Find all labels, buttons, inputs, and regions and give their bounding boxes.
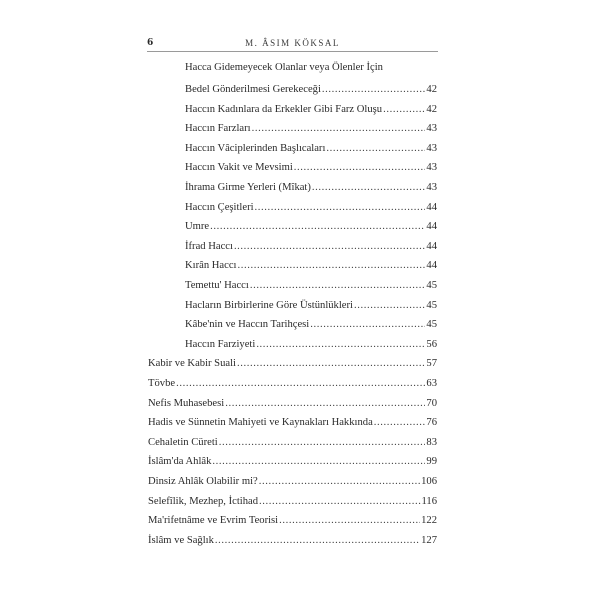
toc-entry xyxy=(185,258,437,274)
toc-entry xyxy=(148,435,437,451)
toc-entry-title: Haccın Vâciplerinden Başlıcaları xyxy=(185,142,326,154)
toc-entry-page: 44 xyxy=(426,221,437,233)
toc-entry xyxy=(148,533,437,549)
toc-entry-title: İfrad Haccı xyxy=(185,240,233,252)
dot-leader xyxy=(219,435,426,451)
toc-entry-title: Haccın Farzları xyxy=(185,123,251,135)
toc-entry xyxy=(185,102,437,118)
toc-continuation-line xyxy=(185,60,437,76)
dot-leader xyxy=(252,121,426,137)
toc-entry-page: 57 xyxy=(426,358,437,370)
toc-entry xyxy=(185,298,437,314)
toc-entry xyxy=(185,317,437,333)
dot-leader xyxy=(326,141,425,157)
dot-leader xyxy=(374,415,426,431)
dot-leader xyxy=(234,239,425,255)
toc-entry xyxy=(185,219,437,235)
page-number: 6 xyxy=(147,38,154,48)
toc-entry-title: Dinsiz Ahlâk Olabilir mi? xyxy=(148,476,258,487)
toc-entry-title: Kâbe'nin ve Haccın Tarihçesi xyxy=(185,319,310,331)
toc-entry-page: 63 xyxy=(426,378,437,389)
dot-leader xyxy=(383,102,425,118)
dot-leader xyxy=(250,278,426,294)
toc-entry-page: 127 xyxy=(421,534,437,546)
dot-leader xyxy=(225,396,425,412)
toc-entry-page: 83 xyxy=(426,436,437,448)
toc-entry-title: Umre xyxy=(185,221,210,233)
toc-entry xyxy=(185,200,437,216)
toc-entry-page: 43 xyxy=(426,162,437,174)
toc-entry-page: 56 xyxy=(426,338,437,350)
toc-entry xyxy=(148,356,437,372)
dot-leader xyxy=(215,533,420,549)
toc-entry-page: 44 xyxy=(426,201,437,213)
dot-leader xyxy=(259,474,420,490)
dot-leader xyxy=(312,180,425,196)
toc-entry-title: Ma'rifetnâme ve Evrim Teorisi xyxy=(148,515,279,527)
toc-entry-page: 42 xyxy=(426,84,437,95)
toc-entry-page: 43 xyxy=(426,123,437,135)
toc-entry-title: Nefis Muhasebesi xyxy=(148,397,225,409)
toc-entry xyxy=(148,415,437,431)
toc-entry-page: 106 xyxy=(421,476,437,487)
toc-entry-title: Hacların Birbirlerine Göre Üstünlükleri xyxy=(185,299,353,311)
toc-entry-page: 43 xyxy=(426,142,437,154)
toc-entry-title: Hadis ve Sünnetin Mahiyeti ve Kaynakları Hakkında xyxy=(148,417,373,429)
toc-entry xyxy=(185,180,437,196)
toc-entry-page: 45 xyxy=(426,299,437,311)
toc-entry xyxy=(148,474,437,490)
toc-entry-page: 44 xyxy=(426,240,437,252)
toc-entry xyxy=(148,494,437,510)
dot-leader xyxy=(237,356,425,372)
toc-entry xyxy=(185,239,437,255)
dot-leader xyxy=(322,82,426,98)
toc-entry-title: Bedel Gönderilmesi Gerekeceği xyxy=(185,84,321,95)
toc-entry-page: 43 xyxy=(426,182,437,193)
dot-leader xyxy=(237,258,425,274)
toc-entry xyxy=(148,454,437,470)
toc-entry-title: Haccın Çeşitleri xyxy=(185,201,254,213)
toc-entry-page: 122 xyxy=(421,515,437,527)
dot-leader xyxy=(259,494,420,510)
toc-entry-title: Tövbe xyxy=(148,378,176,389)
dot-leader xyxy=(212,454,425,470)
toc-entry-title: Haccın Vakit ve Mevsimi xyxy=(185,162,293,174)
dot-leader xyxy=(354,298,425,314)
toc-entry-page: 44 xyxy=(426,260,437,272)
dot-leader xyxy=(279,513,420,529)
toc-entry-page: 116 xyxy=(421,495,437,507)
toc-entry-title: Temettu' Haccı xyxy=(185,280,249,291)
dot-leader xyxy=(256,337,425,353)
toc-entry xyxy=(148,396,437,412)
toc-entry-title: İhrama Girme Yerleri (Mîkat) xyxy=(185,182,311,193)
toc-entry xyxy=(185,337,437,353)
toc-entry-title: Hacca Gidemeyecek Olanlar veya Ölenler İçin xyxy=(185,62,383,73)
toc-entry-title: Kabir ve Kabir Suali xyxy=(148,358,236,370)
toc-entry-title: İslâm'da Ahlâk xyxy=(148,456,212,468)
dot-leader xyxy=(176,376,425,392)
toc-entry xyxy=(185,141,437,157)
toc-entry-title: Selefîlik, Mezhep, İctihad xyxy=(148,495,259,507)
dot-leader xyxy=(310,317,425,333)
toc-entry-title: Kırân Haccı xyxy=(185,260,237,272)
toc-entry-title: Haccın Kadınlara da Erkekler Gibi Farz Oluşu xyxy=(185,103,383,115)
toc-entry xyxy=(185,121,437,137)
toc-entry xyxy=(185,278,437,294)
toc-entry-title: İslâm ve Sağlık xyxy=(148,534,214,546)
running-title: M. ÂSIM KÖKSAL xyxy=(245,38,340,48)
toc-entry-page: 42 xyxy=(426,103,437,115)
dot-leader xyxy=(255,200,426,216)
toc-entry-page: 70 xyxy=(426,397,437,409)
toc-entry xyxy=(148,376,437,392)
toc-entry-page: 45 xyxy=(426,280,437,291)
toc-entry xyxy=(185,82,437,98)
toc-entry-title: Haccın Farziyeti xyxy=(185,338,256,350)
toc-entry-page: 99 xyxy=(426,456,437,468)
dot-leader xyxy=(294,160,426,176)
toc-entry-page: 76 xyxy=(426,417,437,429)
toc-entry xyxy=(148,513,437,529)
toc-entry-title: Cehaletin Cüreti xyxy=(148,436,218,448)
toc-entry-page: 45 xyxy=(426,319,437,331)
toc-entry xyxy=(185,160,437,176)
dot-leader xyxy=(210,219,425,235)
